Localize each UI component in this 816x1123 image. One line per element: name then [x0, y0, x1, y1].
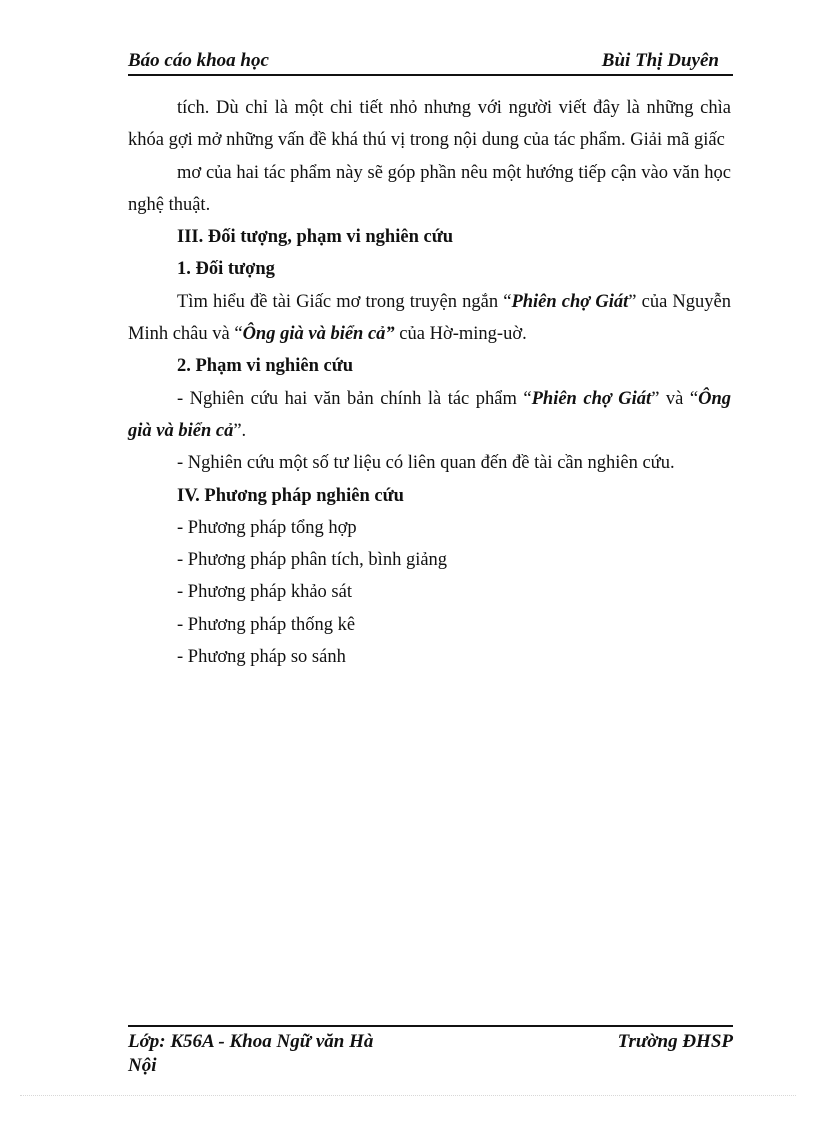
- header-title: Báo cáo khoa học: [128, 50, 269, 71]
- section-heading: IV. Phương pháp nghiên cứu: [177, 485, 404, 506]
- footer-divider: [128, 1025, 733, 1027]
- work-title: Ông già và biển cả”: [242, 324, 395, 345]
- subsection-heading: 1. Đối tượng: [177, 259, 275, 280]
- text-run: Tìm hiểu đề tài Giấc mơ trong truyện ngắn “: [177, 291, 512, 312]
- list-item: - Phương pháp tổng hợp: [177, 517, 357, 538]
- list-item: - Phương pháp phân tích, bình giảng: [177, 550, 448, 571]
- section-heading: III. Đối tượng, phạm vi nghiên cứu: [177, 227, 454, 248]
- header-author: Bùi Thị Duyên: [601, 50, 719, 71]
- work-title: Phiên chợ Giát: [531, 388, 652, 409]
- list-item: - Phương pháp thống kê: [177, 614, 356, 635]
- work-title: Ông già và biển cả: [128, 388, 732, 441]
- list-item: - Phương pháp khảo sát: [177, 582, 352, 603]
- paragraph: [128, 286, 731, 351]
- paragraph: [128, 383, 731, 448]
- footer-class: Lớp: K56A - Khoa Ngữ văn Hà Nội: [128, 1031, 374, 1076]
- subsection-heading: 2. Phạm vi nghiên cứu: [177, 356, 354, 377]
- paragraph: - Nghiên cứu một số tư liệu có liên quan đến đề tài cần nghiên cứu.: [177, 453, 675, 474]
- page-edge-divider: [20, 1095, 796, 1096]
- list-item: - Phương pháp so sánh: [177, 647, 346, 668]
- text-run: ” của Nguyễn Minh châu và “: [128, 291, 731, 345]
- text-run: của Hờ-ming-uờ.: [394, 324, 527, 345]
- text-run: ” và “: [651, 388, 699, 409]
- paragraph: tích. Dù chỉ là một chi tiết nhỏ nhưng với người viết đây là những chìa khóa gợi mở những vấn đề khá thú vị trong nội dung của tác phẩm. Giải mã giấc: [128, 98, 731, 151]
- page-header: [128, 48, 733, 76]
- work-title: Phiên chợ Giát: [511, 291, 629, 312]
- text-run: - Nghiên cứu hai văn bản chính là tác phẩm “: [177, 388, 532, 409]
- paragraph: mơ của hai tác phẩm này sẽ góp phần nêu một hướng tiếp cận vào văn học nghệ thuật.: [128, 162, 731, 215]
- footer-school: Trường ĐHSP: [617, 1031, 733, 1052]
- document-body: [128, 92, 731, 673]
- text-run: ”.: [233, 420, 247, 441]
